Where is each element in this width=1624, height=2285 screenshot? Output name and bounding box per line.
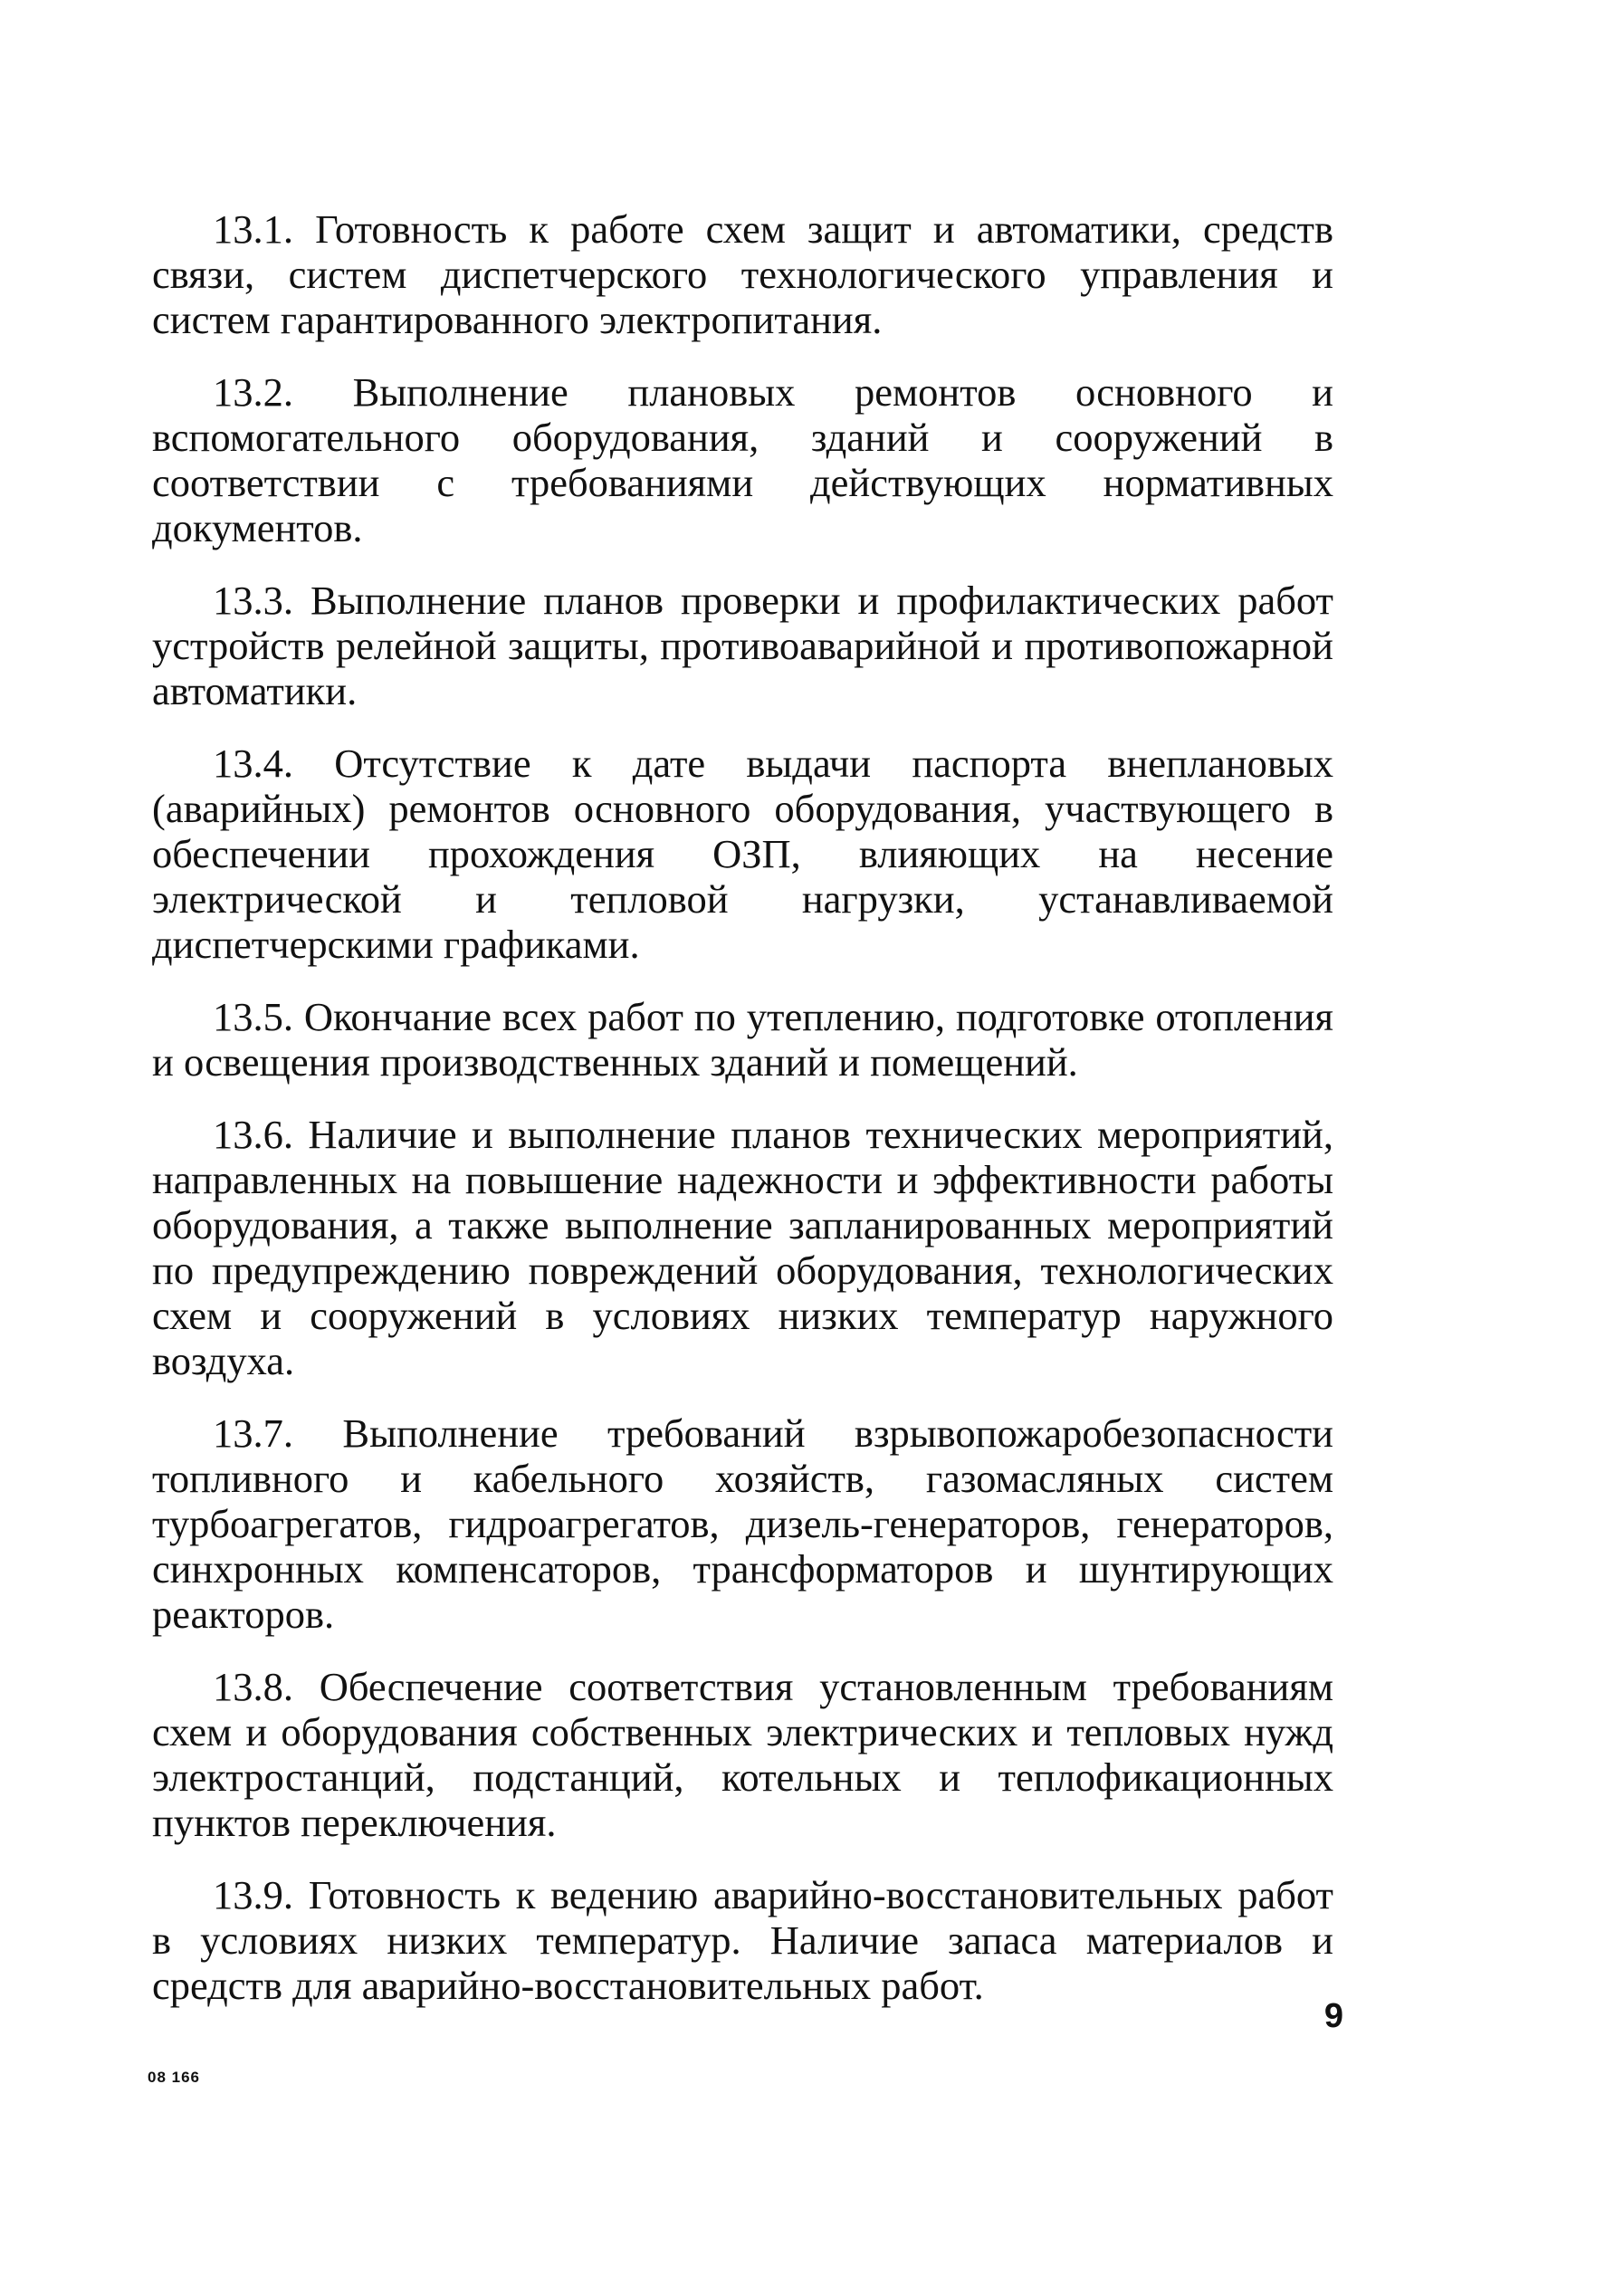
paragraph-13-5: 13.5. Окончание всех работ по утеплению, подготовке отопления и освещения производственных зданий и помещений.: [152, 994, 1333, 1085]
paragraph-13-2: 13.2. Выполнение плановых ремонтов основного и вспомогательного оборудования, зданий и сооружений в соответствии с требованиями действующих нормативных документов.: [152, 369, 1333, 550]
paragraph-13-8: 13.8. Обеспечение соответствия установленным требованиям схем и оборудования собственных электрических и тепловых нужд электростанций, подстанций, котельных и теплофикационных пунктов переключения.: [152, 1664, 1333, 1845]
print-code: 08 166: [148, 2069, 200, 2086]
paragraph-13-7: 13.7. Выполнение требований взрывопожаробезопасности топливного и кабельного хозяйств, газомасляных систем турбоагрегатов, гидроагрегатов, дизель-генераторов, генераторов, синхронных компенсаторов, трансформаторов и шунтирующих реакторов.: [152, 1410, 1333, 1637]
page-number: 9: [1323, 1997, 1343, 2035]
paragraph-13-1: 13.1. Готовность к работе схем защит и автоматики, средств связи, систем диспетчерского технологического управления и систем гарантированного электропитания.: [152, 206, 1333, 342]
paragraph-13-9: 13.9. Готовность к ведению аварийно-восстановительных работ в условиях низких температур. Наличие запаса материалов и средств для аварийно-восстановительных работ.: [152, 1872, 1333, 2008]
paragraph-13-3: 13.3. Выполнение планов проверки и профилактических работ устройств релейной защиты, противоаварийной и противопожарной автоматики.: [152, 578, 1333, 713]
paragraph-13-4: 13.4. Отсутствие к дате выдачи паспорта внеплановых (аварийных) ремонтов основного оборудования, участвующего в обеспечении прохождения ОЗП, влияющих на несение электрической и тепловой нагрузки, устанавливаемой диспетчерскими графиками.: [152, 741, 1333, 967]
text-column: [152, 206, 1333, 2035]
paragraph-13-6: 13.6. Наличие и выполнение планов технических мероприятий, направленных на повышение надежности и эффективности работы оборудования, а также выполнение запланированных мероприятий по предупреждению повреждений оборудования, технологических схем и сооружений в условиях низких температур наружного воздуха.: [152, 1112, 1333, 1383]
